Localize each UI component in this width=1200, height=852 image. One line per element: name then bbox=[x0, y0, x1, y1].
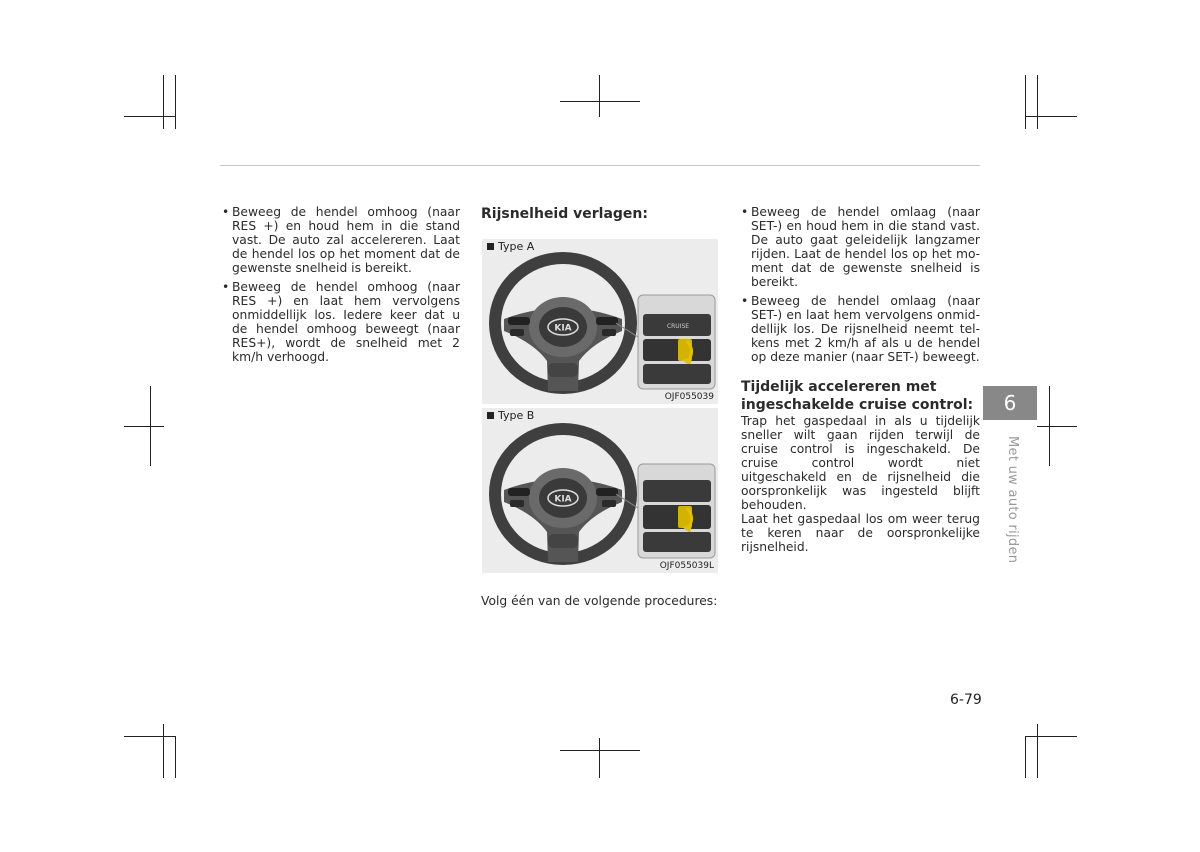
section-heading: Rijsnelheid verlagen: bbox=[481, 206, 648, 222]
steering-wheel-illustration bbox=[482, 239, 718, 404]
bullet-item bbox=[741, 294, 980, 364]
bullet-text: Beweeg de hendel omlaag (naar SET-) en houd hem in die stand vast. De auto gaat geleidelijk langzamer rijden. Laat de hendel los op het moment dat de gewenste snelheid is bereikt. bbox=[751, 205, 980, 289]
bullet-item bbox=[741, 205, 980, 289]
cruise-label: CRUISE bbox=[666, 323, 690, 330]
bullet-text: Beweeg de hendel omlaag (naar SET-) en laat hem vervolgens onmiddellijk los. De rijsnelheid neemt telkens met 2 km/h af als u de hendel op deze manier (naar SET-) beweegt. bbox=[751, 294, 980, 364]
figure-type-a bbox=[482, 239, 718, 404]
bullet-dot: • bbox=[222, 205, 230, 219]
figure-label-text: Type A bbox=[498, 240, 535, 253]
bullet-dot: • bbox=[741, 205, 749, 219]
figure-code: OJF055039L bbox=[659, 561, 714, 571]
chapter-title: Met uw auto rijden bbox=[1005, 436, 1020, 564]
bullet-dot: • bbox=[741, 294, 749, 308]
header-rule bbox=[220, 165, 980, 166]
figure-label-text: Type B bbox=[498, 409, 535, 422]
kia-logo-text: KIA bbox=[554, 323, 572, 334]
steering-wheel-illustration bbox=[482, 408, 718, 573]
left-column bbox=[222, 205, 460, 369]
section-heading: Tijdelijk accelereren met ingeschakelde cruise control: bbox=[741, 379, 974, 413]
bullet-item bbox=[222, 205, 460, 275]
right-column bbox=[741, 205, 980, 554]
chapter-number-tab: 6 bbox=[983, 386, 1037, 420]
figure-type-b bbox=[482, 408, 718, 573]
kia-logo-text: KIA bbox=[554, 494, 572, 505]
bullet-text: Beweeg de hendel omhoog (naar RES +) en houd hem in die stand vast. De auto zal accelereren. Laat de hendel los op het moment dat de gewenste snelheid is bereikt. bbox=[232, 205, 460, 275]
bullet-dot: • bbox=[222, 280, 230, 294]
page-number: 6-79 bbox=[950, 692, 982, 708]
paragraph: Trap het gaspedaal in als u tijdelijk sneller wilt gaan rijden terwijl de cruise control is ingeschakeld. De cruise control wordt niet uitgeschakeld en de rijsnelheid die oorspronkelijk was ingesteld blijft behouden. bbox=[741, 414, 980, 512]
figure-caption: Volg één van de volgende procedures: bbox=[481, 594, 718, 608]
bullet-text: Beweeg de hendel omhoog (naar RES +) en laat hem vervolgens onmiddellijk los. Iedere keer dat u de hendel omhoog beweegt (naar RES+), wordt de snelheid met 2 km/h verhoogd. bbox=[232, 280, 460, 364]
figure-code: OJF055039 bbox=[664, 392, 714, 402]
paragraph: Laat het gaspedaal los om weer terug te keren naar de oorspronkelijke rijsnelheid. bbox=[741, 512, 980, 554]
bullet-item bbox=[222, 280, 460, 364]
